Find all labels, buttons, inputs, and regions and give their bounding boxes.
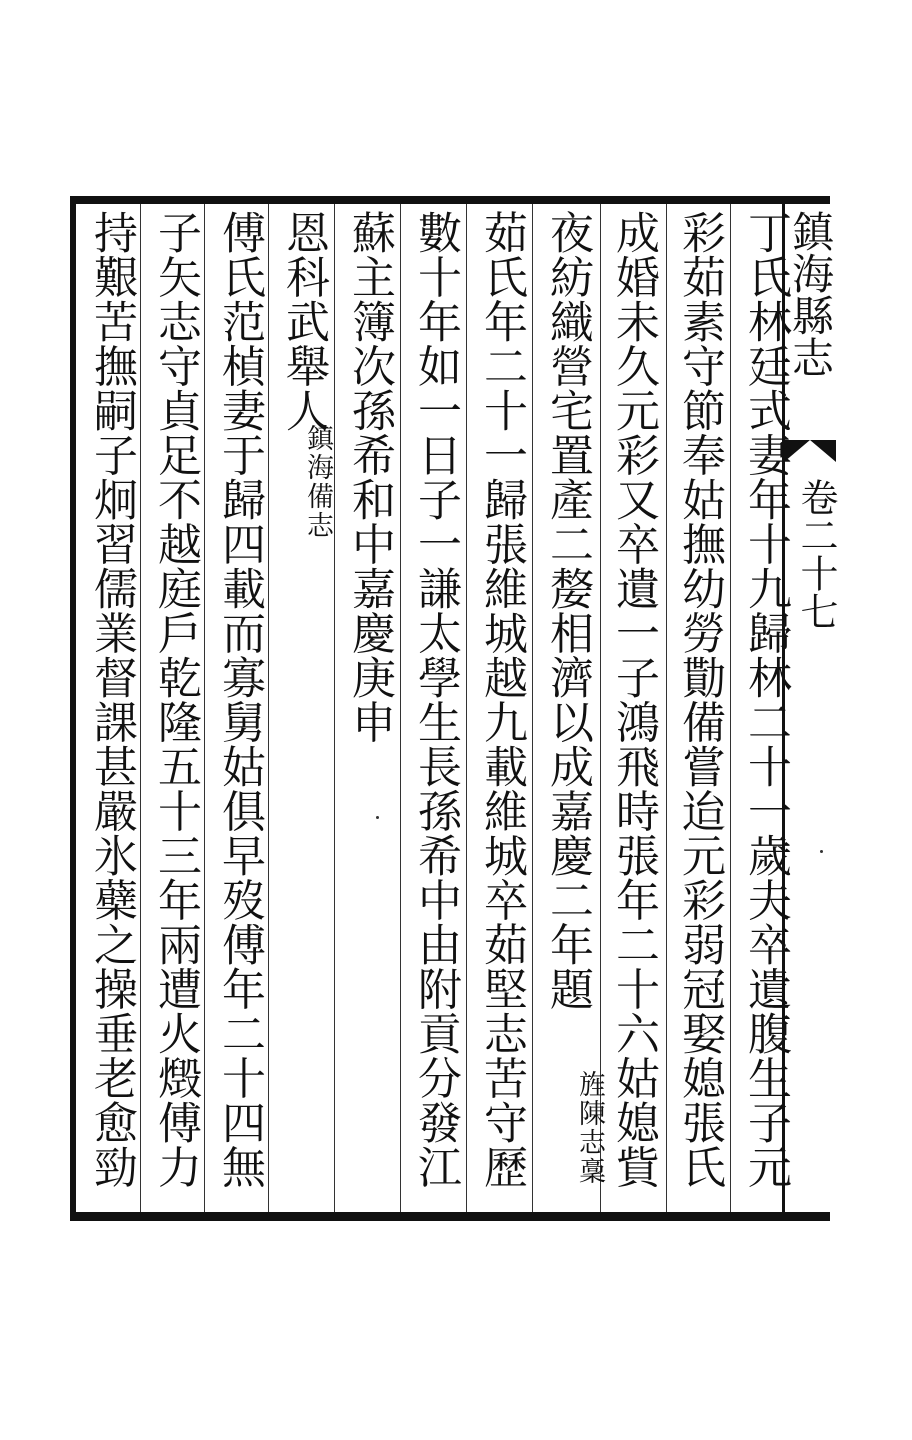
annotation-note-chen: 旌陳志稾: [574, 1070, 605, 1186]
margin-book-title: 鎮海縣志: [786, 210, 835, 378]
column-divider: [140, 204, 141, 1212]
text-column-4: 夜紡織營宅置產二嫠相濟以成嘉慶二年題: [542, 210, 593, 1011]
text-column-9: 傅氏范楨妻于歸四載而寡舅姑俱早歿傅年二十四無: [214, 210, 265, 1189]
ink-speck: [376, 816, 379, 819]
bottom-border-rule: [70, 1212, 830, 1221]
column-divider: [268, 204, 269, 1212]
column-divider: [666, 204, 667, 1212]
column-divider: [204, 204, 205, 1212]
text-column-7: 蘇主簿次孫希和中嘉慶庚申: [344, 210, 395, 744]
text-column-6: 數十年如一日子一謙太學生長孫希中由附貢分發江: [410, 210, 461, 1189]
text-column-1: 丁氏林廷式妻年十九歸林二十一歲夫卒遺腹生子元: [740, 210, 791, 1189]
column-divider: [466, 204, 467, 1212]
text-column-2: 彩茹素守節奉姑撫幼勞勩備嘗迨元彩弱冠娶媳張氏: [674, 210, 725, 1189]
column-divider: [600, 204, 601, 1212]
column-divider: [730, 204, 731, 1212]
column-divider: [532, 204, 533, 1212]
text-column-5: 茹氏年二十一歸張維城越九載維城卒茹堅志苦守歷: [476, 210, 527, 1189]
text-column-8: 恩科武舉人: [278, 210, 329, 433]
text-column-3: 成婚未久元彩又卒遺一子鴻飛時張年二十六姑媳貲: [608, 210, 659, 1189]
text-column-11: 持艱苦撫嗣子炯習儒業督課甚嚴氷蘗之操垂老愈勁: [86, 210, 137, 1189]
top-border-rule: [70, 196, 830, 204]
margin-volume-number: 卷二十七: [794, 478, 838, 630]
annotation-note-zhenhai: 鎮海備志: [302, 424, 333, 540]
column-divider: [334, 204, 335, 1212]
fish-tail-mark: [784, 440, 836, 462]
ink-speck: [820, 850, 823, 853]
left-border-rule: [70, 196, 76, 1221]
column-divider: [400, 204, 401, 1212]
text-column-10: 子矢志守貞足不越庭戶乾隆五十三年兩遭火燬傅力: [150, 210, 201, 1189]
